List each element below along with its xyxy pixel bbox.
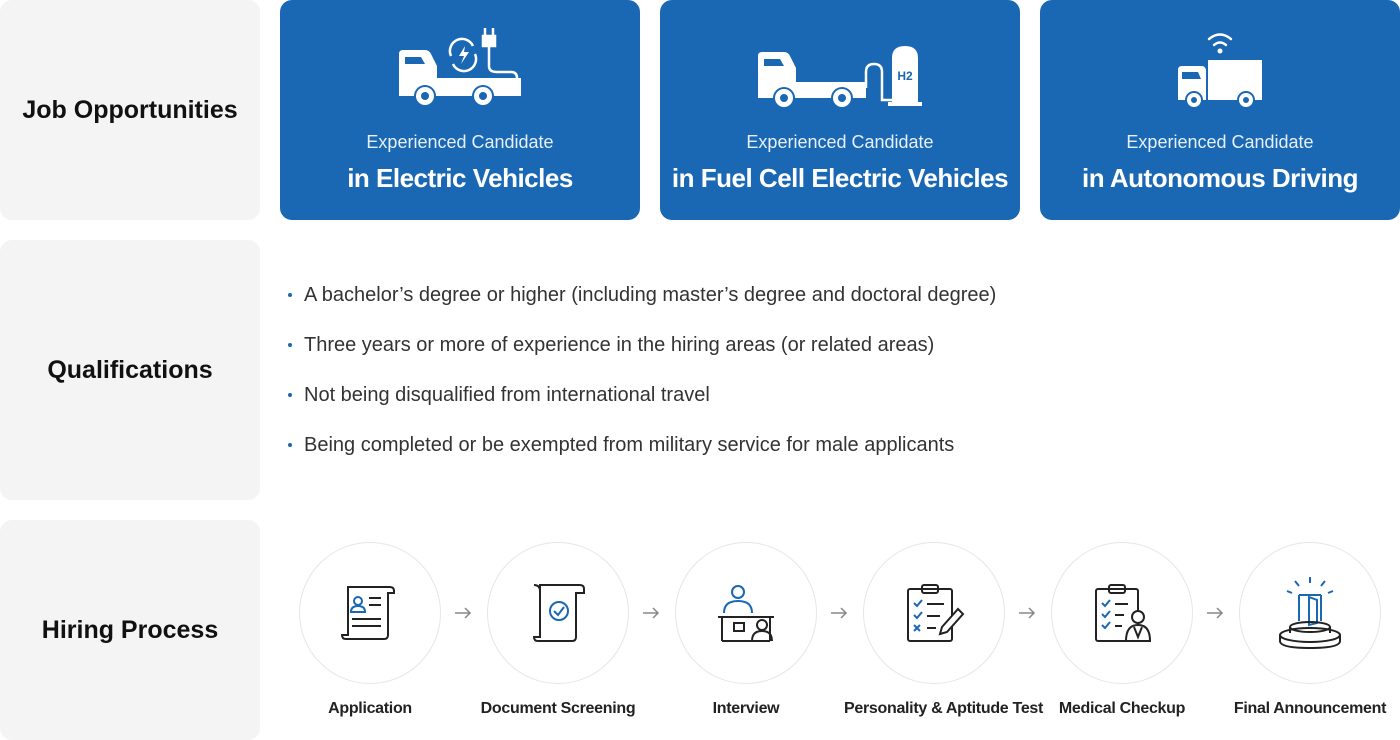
process-step-document-screening — [468, 542, 648, 732]
job-card-title: in Autonomous Driving — [1082, 163, 1358, 193]
list-item — [288, 280, 996, 310]
job-card-title: in Electric Vehicles — [347, 163, 573, 193]
step-label: Interview — [712, 700, 780, 717]
step-circle — [675, 542, 817, 684]
hydrogen-truck-icon — [752, 24, 932, 109]
job-card-autonomous-driving[interactable] — [1040, 0, 1400, 220]
qualifications-list — [288, 280, 996, 480]
list-item — [288, 330, 996, 360]
electric-truck-icon — [397, 24, 527, 109]
qualification-text: A bachelor’s degree or higher (including master’s degree and doctoral degree) — [304, 283, 997, 306]
interview-icon — [714, 581, 778, 645]
step-label: Document Screening — [480, 700, 636, 717]
step-circle — [299, 542, 441, 684]
medical-checkup-icon — [1090, 581, 1154, 645]
svg-text:H2: H2 — [897, 69, 913, 83]
list-item — [288, 380, 996, 410]
qualification-text: Being completed or be exempted from military service for male applicants — [304, 433, 955, 456]
step-label: Application — [328, 700, 412, 717]
job-card-fuel-cell-vehicles[interactable] — [660, 0, 1020, 220]
bullet-icon — [288, 293, 292, 297]
job-card-electric-vehicles[interactable] — [280, 0, 640, 220]
process-step-final-announcement — [1220, 542, 1400, 732]
qualifications-heading: Qualifications — [0, 240, 260, 500]
step-circle — [863, 542, 1005, 684]
process-step-application — [280, 542, 460, 732]
process-step-interview — [656, 542, 836, 732]
step-circle — [487, 542, 629, 684]
qualification-text: Three years or more of experience in the hiring areas (or related areas) — [304, 333, 935, 356]
job-card-subtitle: Experienced Candidate — [366, 132, 554, 152]
test-clipboard-icon — [902, 581, 966, 645]
step-circle — [1051, 542, 1193, 684]
step-circle — [1239, 542, 1381, 684]
application-document-icon — [338, 581, 402, 645]
list-item — [288, 430, 996, 460]
bullet-icon — [288, 443, 292, 447]
job-card-subtitle: Experienced Candidate — [746, 132, 934, 152]
process-step-aptitude-test — [844, 542, 1044, 732]
job-card-title: in Fuel Cell Electric Vehicles — [671, 163, 1009, 193]
bullet-icon — [288, 343, 292, 347]
hiring-process-heading: Hiring Process — [0, 520, 260, 740]
job-card-subtitle: Experienced Candidate — [1126, 132, 1314, 152]
qualification-text: Not being disqualified from international travel — [304, 383, 710, 406]
bullet-icon — [288, 393, 292, 397]
autonomous-truck-icon — [1170, 24, 1270, 109]
step-label: Medical Checkup — [1058, 700, 1186, 717]
job-opportunities-heading: Job Opportunities — [0, 0, 260, 220]
announcement-door-icon — [1275, 575, 1345, 651]
process-step-medical-checkup — [1032, 542, 1212, 732]
step-label: Personality & Aptitude Test — [844, 700, 1044, 717]
step-label: Final Announcement — [1233, 700, 1387, 717]
document-check-icon — [526, 581, 590, 645]
